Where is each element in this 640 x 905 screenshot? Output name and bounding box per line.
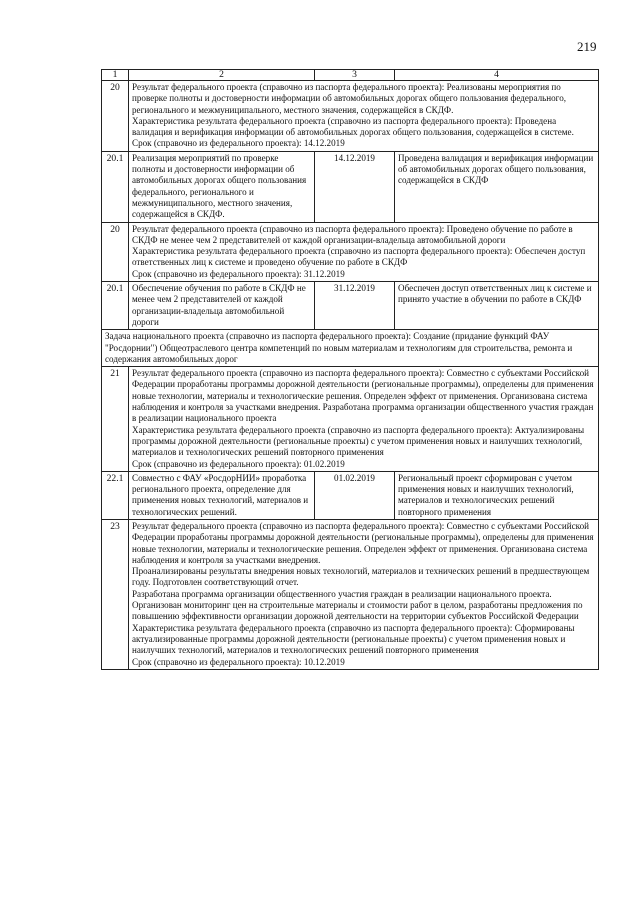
result-text: Результат федерального проекта (справочно из паспорта федерального проекта): Совместно с субъектами Российской Федерации проработаны программы дорожной деятельности (региональные программы), определены для применения новые технологии, материалы и технологические решения. Определен эффект от применения. Организована система наблюдения и контроля за участками внедрения. Разработана программа организации общественного участия граждан в реализации национального проекта bbox=[132, 368, 594, 424]
result-row bbox=[102, 81, 599, 152]
result-cell bbox=[129, 222, 599, 281]
task-date: 01.02.2019 bbox=[315, 471, 395, 519]
column-number-row bbox=[102, 70, 599, 81]
row-number: 23 bbox=[102, 519, 129, 669]
characteristic-text: Характеристика результата федерального проекта (справочно из паспорта федерального проекта): Актуализированы программы дорожной деятельности (региональные проекты) с учетом применения новых и наилучших технологий, материалов и технологических решений повторного применения bbox=[132, 424, 585, 458]
task-outcome: Региональный проект сформирован с учетом применения новых и наилучших технологий, материалов и технологических решений повторного применения bbox=[395, 471, 599, 519]
page-number: 219 bbox=[577, 39, 597, 54]
task-name: Обеспечение обучения по работе в СКДФ не менее чем 2 представителей от каждой организации-владельца автомобильной дороги bbox=[129, 282, 315, 330]
characteristic-text: Характеристика результата федерального проекта (справочно из паспорта федерального проекта): Обеспечен доступ ответственных лиц к системе и проведено обучение по работе в СКДФ bbox=[132, 246, 586, 268]
goal-row bbox=[102, 330, 599, 367]
row-number: 22.1 bbox=[102, 471, 129, 519]
result-text: Результат федерального проекта (справочно из паспорта федерального проекта): Совместно с субъектами Российской Федерации проработаны программы дорожной деятельности (региональные программы), определены для применения новые технологии, материалы и технологические решения. Определен эффект от применения. Организована система наблюдения и контроля за участками внедрения. bbox=[132, 520, 594, 565]
task-name: Совместно с ФАУ «РосдорНИИ» проработка регионального проекта, определение для применения новых технологий, материалов и технологических решений. bbox=[129, 471, 315, 519]
result-row bbox=[102, 519, 599, 669]
task-name: Реализация мероприятий по проверке полноты и достоверности информации об автомобильных дорогах общего пользования федерального, регионального и межмуниципального, местного значения, содержащейся в СКДФ. bbox=[129, 151, 315, 222]
row-number: 20 bbox=[102, 81, 129, 152]
result-row bbox=[102, 367, 599, 472]
task-date: 14.12.2019 bbox=[315, 151, 395, 222]
result-row bbox=[102, 222, 599, 281]
result-cell bbox=[129, 367, 599, 472]
measures-table bbox=[101, 69, 599, 670]
task-row bbox=[102, 471, 599, 519]
characteristic-text: Характеристика результата федерального проекта (справочно из паспорта федерального проекта): Проведена валидация и верификация информации об автомобильных дорогах общего пользования, содержащейся в системе. bbox=[132, 115, 574, 138]
program-text: Разработана программа организации общественного участия граждан в реализации национального проекта. Организован мониторинг цен на строительные материалы и стоимости работ в целом, разработаны предложения по повышению эффективности организации дорожной деятельности на территории субъектов Российской Федерации bbox=[132, 588, 583, 622]
task-outcome: Обеспечен доступ ответственных лиц к системе и принято участие в обучении по работе в СКДФ bbox=[395, 282, 599, 330]
characteristic-text: Характеристика результата федерального проекта (справочно из паспорта федерального проекта): Сформированы актуализированные программы дорожной деятельности (региональные проекты) с учетом применения новых и наилучших технологий, материалов и технологических решений повторного применения bbox=[132, 622, 575, 656]
task-date: 31.12.2019 bbox=[315, 282, 395, 330]
row-number: 20 bbox=[102, 222, 129, 281]
column-number: 4 bbox=[395, 70, 599, 81]
task-row bbox=[102, 151, 599, 222]
row-number: 20.1 bbox=[102, 282, 129, 330]
result-text: Результат федерального проекта (справочно из паспорта федерального проекта): Проведено обучение по работе в СКДФ не менее чем 2 представителей от каждой организации-владельца автомобильной дороги bbox=[132, 223, 573, 245]
row-number: 20.1 bbox=[102, 151, 129, 222]
column-number: 3 bbox=[315, 70, 395, 81]
row-number: 21 bbox=[102, 367, 129, 472]
deadline-text: Срок (справочно из федерального проекта): 31.12.2019 bbox=[132, 268, 345, 279]
result-text: Результат федерального проекта (справочно из паспорта федерального проекта): Реализованы мероприятия по проверке полноты и достоверности информации об автомобильных дорогах общего пользования федерального, регионального и межмуниципального, местного значения, содержащейся в СКДФ. bbox=[132, 82, 567, 115]
task-outcome: Проведена валидация и верификация информации об автомобильных дорогах общего пользования, содержащейся в СКДФ bbox=[395, 151, 599, 222]
result-cell bbox=[129, 81, 599, 152]
deadline-text: Срок (справочно из федерального проекта): 14.12.2019 bbox=[132, 138, 345, 149]
column-number: 2 bbox=[129, 70, 315, 81]
analysis-text: Проанализированы результаты внедрения новых технологий, материалов и технических решений в предшествующем году. Подготовлен соответствующий отчет. bbox=[132, 566, 590, 588]
task-row bbox=[102, 282, 599, 330]
goal-text: Задача национального проекта (справочно из паспорта федерального проекта): Создание (придание функций ФАУ "Росдорнии") Общеотраслевого центра компетенций по новым материалам и технологиям для строительства, ремонта и содержания автомобильных дорог bbox=[102, 330, 599, 367]
column-number: 1 bbox=[102, 70, 129, 81]
deadline-text: Срок (справочно из федерального проекта): 01.02.2019 bbox=[132, 458, 345, 469]
result-cell bbox=[129, 519, 599, 669]
deadline-text: Срок (справочно из федерального проекта): 10.12.2019 bbox=[132, 656, 345, 667]
